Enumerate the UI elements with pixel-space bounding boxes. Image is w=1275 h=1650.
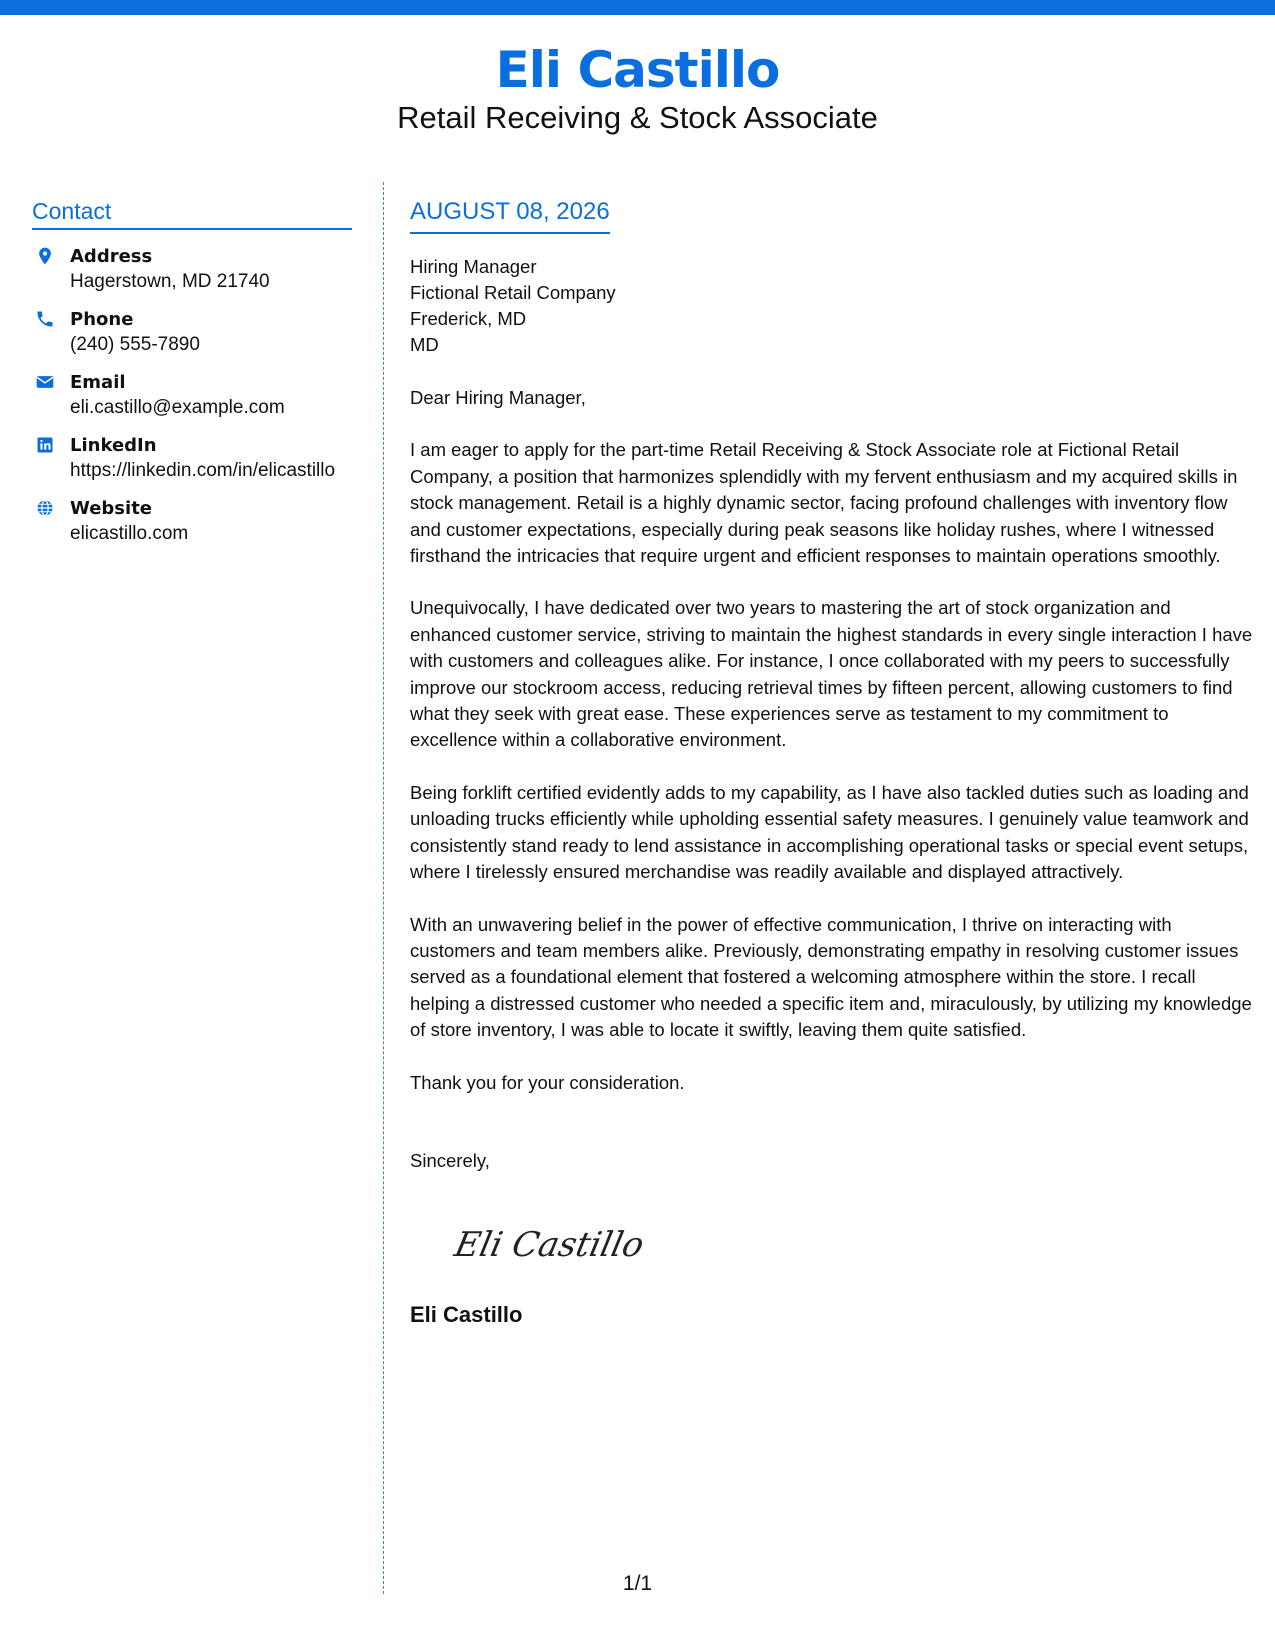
contact-item-linkedin [32, 433, 352, 496]
contact-value: (240) 555-7890 [70, 334, 200, 355]
page-number: 1/1 [622, 1572, 653, 1595]
closing: Sincerely, [410, 1149, 490, 1171]
contact-value: Hagerstown, MD 21740 [70, 271, 270, 292]
recipient-block [410, 254, 1255, 358]
body-paragraph: With an unwavering belief in the power of effective communication, I thrive on interacting with customers and team members alike. Previously, demonstrating empathy in resolving customer issues served as a foundational element that fostered a welcoming atmosphere within the store. I recall helping a distressed customer who needed a specific item and, miraculously, by utilizing my knowledge of store inventory, I was able to locate it swiftly, leaving them quite satisfied. [410, 913, 1252, 1041]
recipient-line: Hiring Manager [410, 256, 537, 277]
contact-item-website [32, 496, 352, 559]
salutation: Dear Hiring Manager, [410, 387, 586, 408]
contact-label: LinkedIn [70, 435, 157, 456]
contact-item-address [32, 244, 352, 307]
contact-sidebar [32, 196, 352, 559]
map-pin-icon [35, 246, 55, 266]
body-paragraph: Being forklift certified evidently adds to my capability, as I have also tackled duties such as loading and unloading trucks efficiently while upholding essential safety measures. I genuinely value teamwork and consistently stand ready to lend assistance in accomplishing operational tasks or special event setups, where I tirelessly ensured merchandise was readily available and displayed attractively. [410, 781, 1249, 883]
body-paragraph: Unequivocally, I have dedicated over two years to mastering the art of stock organization and enhanced customer service, striving to maintain the highest standards in every single interaction I have with customers and colleagues alike. For instance, I once collaborated with my peers to successfully improve our stockroom access, reducing retrieval times by fifteen percent, allowing customers to find what they seek with great ease. These experiences serve as testament to my commitment to excellence within a collaborative environment. [410, 597, 1253, 751]
contact-label: Email [70, 372, 126, 393]
globe-icon [35, 498, 55, 518]
recipient-line: MD [410, 334, 439, 355]
signature-text: Eli Castillo [451, 1225, 648, 1266]
phone-icon [35, 309, 55, 329]
letter-body [410, 196, 1255, 1329]
letter-date: AUGUST 08, 2026 [410, 196, 610, 234]
column-divider [383, 182, 384, 1594]
envelope-icon [35, 372, 55, 392]
letter-header [0, 40, 1275, 138]
contact-item-email [32, 370, 352, 433]
contact-label: Address [70, 246, 153, 267]
sidebar-title: Contact [32, 196, 352, 230]
contact-label: Phone [70, 309, 134, 330]
contact-value[interactable]: https://linkedin.com/in/elicastillo [70, 460, 336, 481]
recipient-line: Frederick, MD [410, 308, 527, 329]
contact-label: Website [70, 498, 153, 519]
contact-value[interactable]: eli.castillo@example.com [70, 397, 285, 418]
top-accent-bar [0, 0, 1275, 15]
body-paragraph: I am eager to apply for the part-time Retail Receiving & Stock Associate role at Fictional Retail Company, a position that harmonizes splendidly with my fervent enthusiasm and my acquired skills in stock management. Retail is a highly dynamic sector, facing profound challenges with inventory flow and customer expectations, especially during peak seasons like holiday rushes, where I witnessed firsthand the intricacies that require urgent and efficient responses to maintain operations smoothly. [410, 439, 1238, 567]
applicant-role: Retail Receiving & Stock Associate [397, 100, 878, 135]
signer-name: Eli Castillo [410, 1302, 523, 1328]
contact-list [32, 244, 352, 559]
body-paragraph: Thank you for your consideration. [410, 1071, 685, 1093]
contact-item-phone [32, 307, 352, 370]
contact-value[interactable]: elicastillo.com [70, 523, 189, 544]
linkedin-icon [35, 435, 55, 455]
signature-image [450, 1214, 650, 1274]
recipient-line: Fictional Retail Company [410, 282, 616, 303]
applicant-name: Eli Castillo [495, 41, 780, 99]
